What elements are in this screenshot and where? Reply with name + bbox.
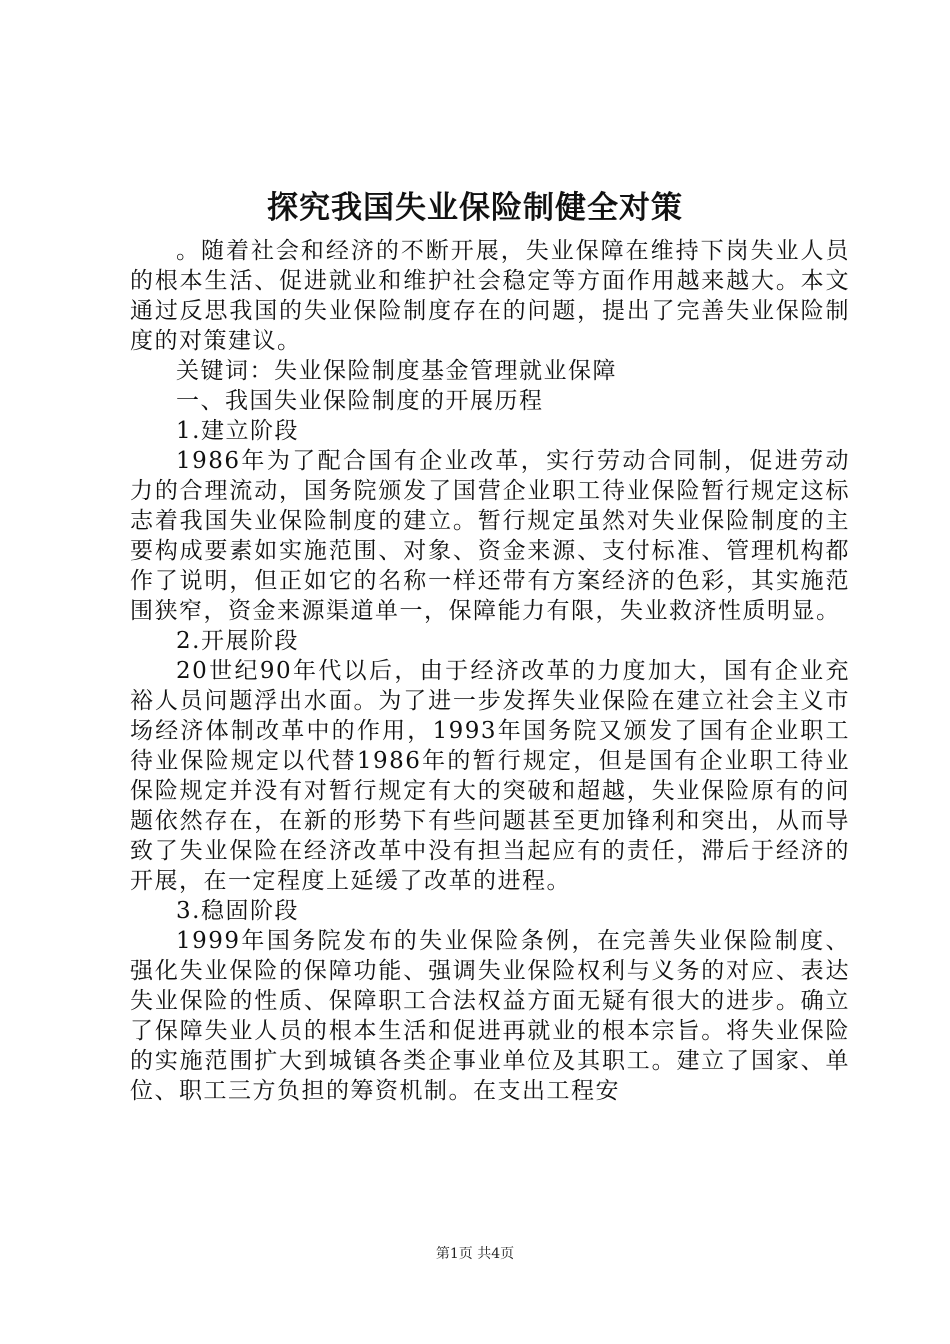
abstract-paragraph: 。随着社会和经济的不断开展，失业保障在维持下岗失业人员的根本生活、促进就业和维护社会稳定等方面作用越来越大。本文通过反思我国的失业保险制度存在的问题，提出了完善失业保险制度的对策建议。 (130, 238, 850, 354)
subsection-heading: 2.开展阶段 (176, 628, 299, 654)
document-body (130, 236, 850, 1106)
subsection-heading: 1.建立阶段 (176, 418, 299, 444)
body-paragraph: 20世纪90年代以后，由于经济改革的力度加大，国有企业充裕人员问题浮出水面。为了进一步发挥失业保险在建立社会主义市场经济体制改革中的作用，1993年国务院又颁发了国有企业职工待业保险规定以代替1986年的暂行规定，但是国有企业职工待业保险规定并没有对暂行规定有大的突破和超越，失业保险原有的问题依然存在，在新的形势下有些问题甚至更加锋利和突出，从而导致了失业保险在经济改革中没有担当起应有的责任，滞后于经济的开展，在一定程度上延缓了改革的进程。 (130, 658, 850, 894)
document-title: 探究我国失业保险制健全对策 (267, 190, 683, 226)
body-paragraph: 1986年为了配合国有企业改革，实行劳动合同制，促进劳动力的合理流动，国务院颁发了国营企业职工待业保险暂行规定这标志着我国失业保险制度的建立。暂行规定虽然对失业保险制度的主要构成要素如实施范围、对象、资金来源、支付标准、管理机构都作了说明，但正如它的名称一样还带有方案经济的色彩，其实施范围狭窄，资金来源渠道单一，保障能力有限，失业救济性质明显。 (130, 448, 850, 624)
page-footer: 第1页 共4页 (435, 1246, 515, 1262)
section-heading: 一、我国失业保险制度的开展历程 (176, 388, 544, 414)
body-paragraph: 1999年国务院发布的失业保险条例，在完善失业保险制度、强化失业保险的保障功能、强调失业保险权利与义务的对应、表达失业保险的性质、保障职工合法权益方面无疑有很大的进步。确立了保障失业人员的根本生活和促进再就业的根本宗旨。将失业保险的实施范围扩大到城镇各类企事业单位及其职工。建立了国家、单位、职工三方负担的筹资机制。在支出工程安 (130, 928, 850, 1104)
keywords-line: 关键词：失业保险制度基金管理就业保障 (176, 358, 617, 384)
subsection-heading: 3.稳固阶段 (176, 898, 299, 924)
